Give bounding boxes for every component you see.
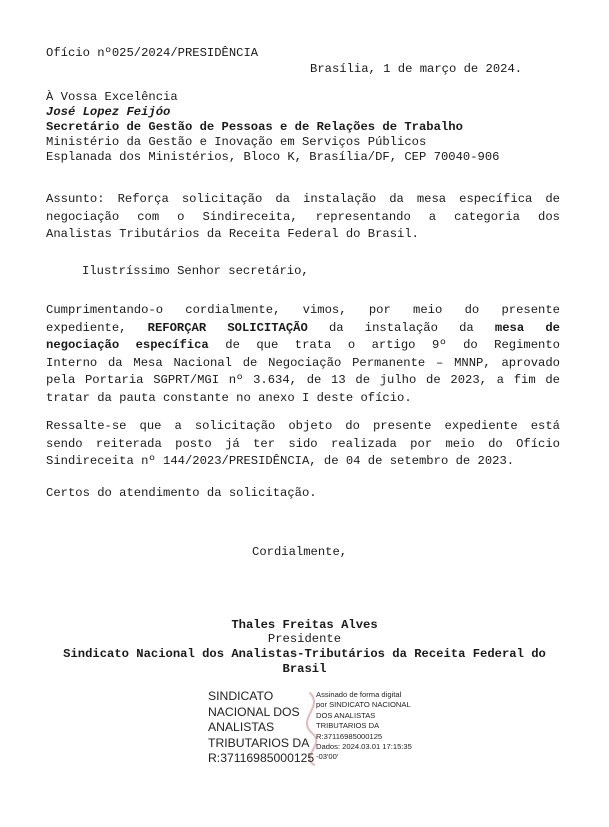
signatory-organization: Sindicato Nacional dos Analistas-Tributários da Receita Federal do <box>63 647 546 661</box>
signer-line: ANALISTAS <box>208 720 275 734</box>
signature-detail-line: Assinado de forma digital <box>316 690 402 699</box>
addressee-name: José Lopez Feijóo <box>46 105 171 119</box>
paragraph-line: Ressalte-se que a solicitação objeto do presente expediente está <box>46 419 560 433</box>
signature-detail-line: R:37116985000125 <box>316 731 383 741</box>
date-line: Brasília, 1 de março de 2024. <box>310 62 523 76</box>
paragraph-line: Sindireceita nº 144/2023/PRESIDÊNCIA, de 04 de setembro de 2023. <box>46 454 515 468</box>
subject-line: negociação com o Sindireceita, representando a categoria dos <box>46 209 560 224</box>
paragraph-line: pela Portaria SGPRT/MGI nº 3.634, de 13 de julho de 2023, a fim de <box>46 373 560 387</box>
text-run: expediente, <box>46 320 127 335</box>
signature-detail-line: -03'00' <box>316 752 339 762</box>
paragraph-line: sendo reiterada posto já ter sido realizada por meio do Ofício <box>46 436 560 451</box>
paragraph-line: tratar da pauta constante no anexo I deste ofício. <box>46 390 412 405</box>
paragraph-line: Interno da Mesa Nacional de Negociação Permanente – MNNP, aprovado <box>46 355 560 370</box>
digital-signature-block <box>208 689 448 769</box>
paragraph-line: Cumprimentando-o cordialmente, vimos, por meio do presente <box>46 303 560 317</box>
closing: Cordialmente, <box>252 545 348 559</box>
paragraph-line <box>46 337 560 355</box>
text-run: de que trata o artigo 9º do Regimento <box>225 338 560 352</box>
addressee-title: Secretário de Gestão de Pessoas e de Relações de Trabalho <box>46 120 463 134</box>
paragraph-2 <box>46 418 560 471</box>
subject-line: Analistas Tributários da Receita Federal do Brasil. <box>46 227 419 241</box>
signature-detail-line: por SINDICATO NACIONAL <box>316 700 411 710</box>
signatory-role: Presidente <box>267 632 342 646</box>
emphasis-text: negociação específica <box>46 338 209 352</box>
signatory-name: Thales Freitas Alves <box>231 618 378 632</box>
signature-detail-line: Dados: 2024.03.01 17:15:35 <box>316 742 412 752</box>
paragraph-3: Certos do atendimento da solicitação. <box>46 486 317 500</box>
signature-detail-line: DOS ANALISTAS <box>316 710 376 720</box>
addressee-address: Esplanada dos Ministérios, Bloco K, Brasília/DF, CEP 70040-906 <box>46 150 500 164</box>
signer-line: SINDICATO <box>208 689 274 703</box>
emphasis-text: mesa de <box>494 320 560 335</box>
signatory-organization-cont: Brasil <box>282 662 327 676</box>
subject-line: Assunto: Reforça solicitação da instalação da mesa específica de <box>46 192 560 206</box>
addressee-salutation: À Vossa Excelência <box>46 90 178 104</box>
signer-line: NACIONAL DOS <box>208 704 300 719</box>
signer-name-large <box>208 689 314 767</box>
text-run: da instalação da <box>328 320 474 335</box>
paragraph-1 <box>46 302 560 407</box>
greeting: Ilustríssimo Senhor secretário, <box>82 264 309 278</box>
emphasis-text: REFORÇAR SOLICITAÇÃO <box>147 320 308 335</box>
signer-line: R:37116985000125 <box>208 751 315 765</box>
subject-block <box>46 191 560 244</box>
signer-line: TRIBUTARIOS DA <box>208 735 310 750</box>
signature-details <box>316 690 412 763</box>
addressee-ministry: Ministério da Gestão e Inovação em Serviços Públicos <box>46 135 427 149</box>
document-reference: Ofício nº025/2024/PRESIDÊNCIA <box>46 46 259 60</box>
paragraph-line <box>46 320 560 338</box>
signature-detail-line: TRIBUTARIOS DA <box>316 721 380 731</box>
